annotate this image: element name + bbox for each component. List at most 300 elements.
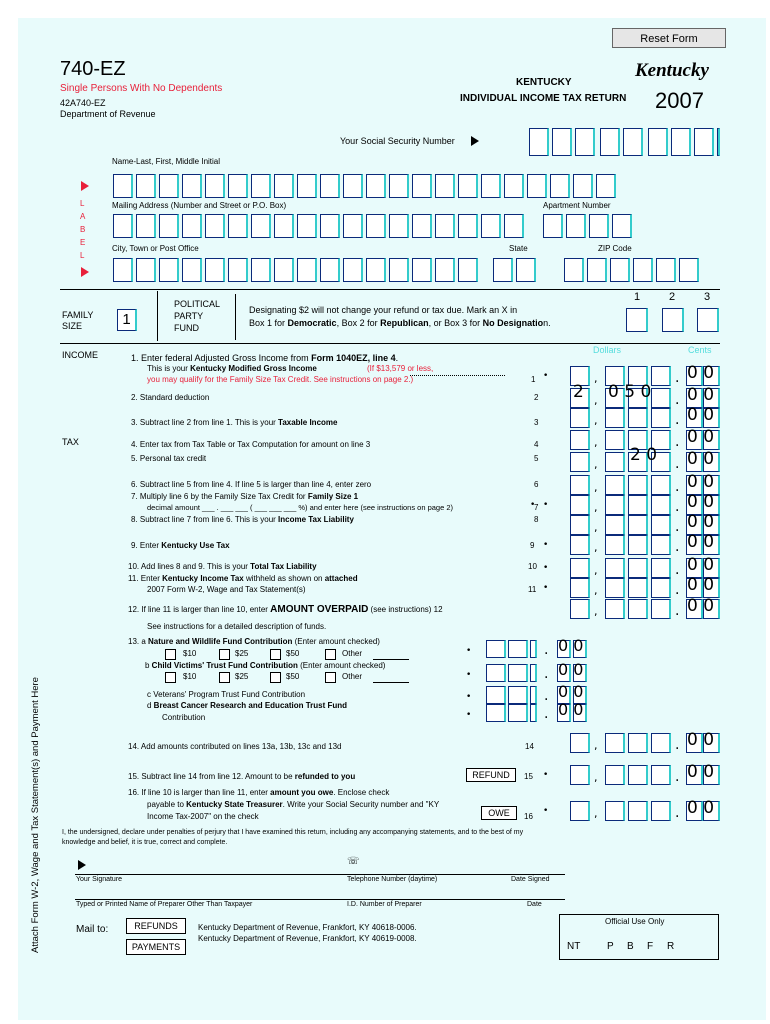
city-char-box[interactable] — [366, 258, 386, 282]
cents-zero: 0 0 — [687, 555, 715, 575]
other-amount-line — [373, 659, 409, 660]
line-7-text — [131, 492, 358, 501]
amount-digit-box[interactable] — [605, 558, 625, 578]
address-char-box[interactable] — [504, 214, 524, 238]
line-1-note: you may qualify for the Family Size Tax Credit. See instructions on page 2.) — [147, 375, 414, 384]
telephone-icon: ☏ — [347, 856, 360, 867]
amount-digit-box[interactable] — [651, 765, 671, 785]
thousands-separator: , — [594, 414, 598, 427]
zip-char-box[interactable] — [633, 258, 653, 282]
line-number: 16 — [524, 812, 533, 821]
decimal-point: . — [675, 479, 680, 495]
party-text: , Box 2 for — [336, 318, 381, 328]
standard-deduction-hundreds: 0 5 0 — [608, 382, 652, 402]
fund-digit-box[interactable] — [508, 704, 528, 722]
thousands-separator: , — [594, 372, 598, 385]
line-text: 15. Subtract line 14 from line 12. Amount to be — [128, 772, 295, 781]
name-char-box[interactable] — [297, 174, 317, 198]
refund-address: Kentucky Department of Revenue, Frankfort, KY 40618-0006. — [198, 923, 417, 932]
amount-digit-box[interactable] — [570, 430, 590, 450]
address-char-box[interactable] — [251, 214, 271, 238]
line-13a-text — [128, 637, 380, 646]
amount-digit-box[interactable] — [628, 599, 648, 619]
amount-digit-box[interactable] — [570, 765, 590, 785]
apartment-char-box[interactable] — [612, 214, 632, 238]
official-code: NT — [567, 941, 581, 952]
address-char-box[interactable] — [320, 214, 340, 238]
divider — [60, 289, 720, 290]
address-char-box[interactable] — [182, 214, 202, 238]
line-text: 10. Add lines 8 and 9. This is your — [128, 562, 251, 571]
line-number: 10 — [528, 562, 537, 571]
decimal-point: . — [675, 370, 680, 386]
name-char-box[interactable] — [527, 174, 547, 198]
line-14-text: 14. Add amounts contributed on lines 13a, 13b, 13c and 13d — [128, 742, 342, 751]
fund-digit-box[interactable] — [508, 686, 528, 704]
funds-note: See instructions for a detailed description of funds. — [147, 622, 327, 631]
line-text-bold: refunded to you — [294, 772, 356, 781]
decimal-point: . — [544, 688, 549, 704]
fund-digit-box[interactable] — [486, 640, 506, 658]
party-text: Box 1 for — [249, 318, 288, 328]
bullet-marker: • — [543, 806, 549, 816]
line-11-text — [128, 574, 358, 583]
decimal-point: . — [675, 769, 680, 785]
ssn-digit-box[interactable] — [717, 128, 720, 156]
amount-digit-box[interactable] — [605, 733, 625, 753]
amount-digit-box[interactable] — [651, 495, 671, 515]
cents-zero: 0 0 — [687, 596, 715, 616]
official-use-label: Official Use Only — [605, 917, 665, 926]
line-text-bold: Taxable Income — [278, 418, 338, 427]
return-title: INDIVIDUAL INCOME TAX RETURN — [460, 93, 627, 104]
party-box-republican[interactable] — [662, 308, 684, 332]
fund-digit-box[interactable] — [530, 686, 537, 704]
address-char-box[interactable] — [435, 214, 455, 238]
cents-header: Cents — [688, 345, 712, 355]
cents-zero: 0 0 — [687, 363, 715, 383]
amount-digit-box[interactable] — [651, 558, 671, 578]
address-char-box[interactable] — [136, 214, 156, 238]
official-code: F — [647, 941, 654, 952]
decimal-point: . — [675, 456, 680, 472]
date-signed-label: Date Signed — [511, 876, 550, 883]
name-char-box[interactable] — [458, 174, 478, 198]
line-16-text — [128, 788, 389, 797]
name-char-box[interactable] — [573, 174, 593, 198]
address-char-box[interactable] — [481, 214, 501, 238]
ssn-label: Your Social Security Number — [340, 136, 455, 146]
leader-dots — [410, 375, 505, 376]
checkbox-13b-25[interactable] — [219, 672, 230, 683]
option-label: $50 — [286, 672, 300, 681]
bullet-marker: • — [466, 710, 472, 720]
address-char-box[interactable] — [205, 214, 225, 238]
ssn-digit-box[interactable] — [623, 128, 643, 156]
dollars-header: Dollars — [593, 345, 622, 355]
line-text: 12. If line 11 is larger than line 10, enter — [128, 605, 271, 614]
owe-label-box: OWE — [481, 806, 517, 820]
amount-digit-box[interactable] — [605, 452, 625, 472]
address-char-box[interactable] — [389, 214, 409, 238]
preparer-line[interactable] — [75, 899, 565, 900]
line-text: b — [145, 661, 152, 670]
family-size-field[interactable]: 1 — [117, 309, 137, 331]
checkbox-13a-50[interactable] — [270, 649, 281, 660]
amount-digit-box[interactable] — [651, 733, 671, 753]
amount-digit-box[interactable] — [628, 515, 648, 535]
thousands-separator: , — [594, 564, 598, 577]
amount-digit-box[interactable] — [605, 475, 625, 495]
decimal-point: . — [544, 642, 549, 658]
label-letter: L — [80, 199, 85, 208]
checkbox-13a-other[interactable] — [325, 649, 336, 660]
line-2-text: 2. Standard deduction — [131, 393, 210, 402]
address-char-box[interactable] — [228, 214, 248, 238]
line-number: 4 — [534, 440, 539, 449]
amount-digit-box[interactable] — [570, 515, 590, 535]
address-char-box[interactable] — [458, 214, 478, 238]
zip-char-box[interactable] — [610, 258, 630, 282]
line-text: . Write your Social Security number and "KY — [282, 800, 440, 809]
address-char-box[interactable] — [297, 214, 317, 238]
name-char-box[interactable] — [504, 174, 524, 198]
amount-digit-box[interactable] — [651, 599, 671, 619]
name-char-box[interactable] — [596, 174, 616, 198]
bullet-marker: • — [543, 770, 549, 780]
amount-digit-box[interactable] — [651, 388, 671, 408]
family-label: FAMILY — [62, 310, 94, 320]
name-char-box[interactable] — [274, 174, 294, 198]
line-text: payable to — [147, 800, 187, 809]
name-char-box[interactable] — [205, 174, 225, 198]
decimal-point: . — [675, 434, 680, 450]
fund-digit-box[interactable] — [530, 704, 537, 722]
fund-digit-box[interactable] — [508, 664, 528, 682]
line-1-note: (If $13,579 or less, — [367, 364, 434, 373]
line-number: 8 — [534, 515, 539, 524]
fund-digit-box[interactable] — [530, 640, 537, 658]
apartment-char-box[interactable] — [566, 214, 586, 238]
name-char-box[interactable] — [435, 174, 455, 198]
amount-digit-box[interactable] — [570, 535, 590, 555]
address-char-box[interactable] — [159, 214, 179, 238]
line-1-text — [131, 353, 398, 363]
party-box-number: 3 — [704, 291, 711, 303]
line-9-text — [131, 541, 230, 550]
thousands-separator: , — [594, 481, 598, 494]
amount-digit-box[interactable] — [628, 578, 648, 598]
amount-digit-box[interactable] — [605, 408, 625, 428]
thousands-separator: , — [594, 541, 598, 554]
decimal-point: . — [675, 737, 680, 753]
declaration: I, the undersigned, declare under penalties of perjury that I have examined this return, including any accompanying statements, and to the best of my — [62, 829, 524, 836]
amount-digit-box[interactable] — [628, 408, 648, 428]
city-char-box[interactable] — [136, 258, 156, 282]
city-char-box[interactable] — [297, 258, 317, 282]
city-char-box[interactable] — [205, 258, 225, 282]
cents-zero: 0 0 — [687, 762, 715, 782]
party-label: POLITICAL — [174, 299, 221, 309]
party-label: PARTY — [174, 311, 204, 321]
ssn-digit-box[interactable] — [648, 128, 668, 156]
line-text: 3. Subtract line 2 from line 1. This is your — [131, 418, 279, 427]
line-text-bold: Kentucky Income Tax — [162, 574, 244, 583]
name-char-box[interactable] — [389, 174, 409, 198]
name-char-box[interactable] — [366, 174, 386, 198]
refund-label-box: REFUND — [466, 768, 516, 782]
arrow-icon — [81, 267, 89, 277]
checkbox-13b-other[interactable] — [325, 672, 336, 683]
payment-address: Kentucky Department of Revenue, Frankfort, KY 40619-0008. — [198, 934, 417, 943]
amount-digit-box[interactable] — [628, 495, 648, 515]
bullet-marker: • — [543, 500, 549, 510]
amount-digit-box[interactable] — [605, 801, 625, 821]
cents-zero: 0 0 — [687, 449, 715, 469]
thousands-separator: , — [594, 807, 598, 820]
amount-digit-box[interactable] — [628, 558, 648, 578]
address-char-box[interactable] — [113, 214, 133, 238]
name-char-box[interactable] — [228, 174, 248, 198]
line-13d-text: Contribution — [162, 713, 206, 722]
fund-digit-box[interactable] — [530, 664, 537, 682]
amount-digit-box[interactable] — [651, 475, 671, 495]
decimal-point: . — [544, 706, 549, 722]
line-16-text: Income Tax-2007" on the check — [147, 812, 259, 821]
reset-form-button[interactable]: Reset Form — [612, 28, 726, 48]
date-label: Date — [527, 901, 542, 908]
family-label: SIZE — [62, 321, 83, 331]
amount-digit-box[interactable] — [605, 599, 625, 619]
thousands-separator: , — [594, 458, 598, 471]
line-text-bold: amount you owe — [270, 788, 334, 797]
city-char-box[interactable] — [389, 258, 409, 282]
city-char-box[interactable] — [274, 258, 294, 282]
amount-digit-box[interactable] — [605, 495, 625, 515]
other-amount-line — [373, 682, 409, 683]
thousands-separator: , — [594, 605, 598, 618]
apartment-char-box[interactable] — [543, 214, 563, 238]
amount-digit-box[interactable] — [651, 515, 671, 535]
city-char-box[interactable] — [343, 258, 363, 282]
line-13c-text: c Veterans' Program Trust Fund Contribution — [147, 690, 306, 699]
department: Department of Revenue — [60, 109, 156, 119]
name-char-box[interactable] — [412, 174, 432, 198]
amount-digit-box[interactable] — [570, 475, 590, 495]
city-char-box[interactable] — [412, 258, 432, 282]
ssn-digit-box[interactable] — [600, 128, 620, 156]
cents-zero: 0 0 — [687, 492, 715, 512]
line-text-bold: Income Tax Liability — [278, 515, 354, 524]
line-13d-text — [147, 701, 347, 710]
thousands-separator: , — [594, 584, 598, 597]
line-number: 9 — [530, 541, 535, 550]
arrow-icon — [471, 136, 479, 146]
bullet-marker: • — [530, 500, 536, 510]
amount-digit-box[interactable] — [570, 599, 590, 619]
line-15-text — [128, 772, 355, 781]
apartment-char-box[interactable] — [589, 214, 609, 238]
amount-digit-box[interactable] — [605, 765, 625, 785]
cents-zero: 0 0 — [687, 405, 715, 425]
ssn-digit-box[interactable] — [552, 128, 572, 156]
option-label: $10 — [183, 672, 197, 681]
line-text-bold: Form 1040EZ, line 4 — [311, 353, 396, 363]
fund-cents-zero: 0 0 — [558, 682, 584, 701]
fund-digit-box[interactable] — [486, 686, 506, 704]
decimal-point: . — [675, 603, 680, 619]
divider — [235, 294, 236, 340]
preparer-label: Typed or Printed Name of Preparer Other Than Taxpayer — [76, 901, 253, 908]
zip-char-box[interactable] — [564, 258, 584, 282]
amount-digit-box[interactable] — [570, 578, 590, 598]
address-char-box[interactable] — [274, 214, 294, 238]
form-subtitle: Single Persons With No Dependents — [60, 83, 223, 94]
amount-digit-box[interactable] — [570, 733, 590, 753]
party-box-democratic[interactable] — [626, 308, 648, 332]
ssn-digit-box[interactable] — [694, 128, 714, 156]
amount-digit-box[interactable] — [651, 801, 671, 821]
party-box-number: 2 — [669, 291, 676, 303]
city-char-box[interactable] — [159, 258, 179, 282]
address-char-box[interactable] — [412, 214, 432, 238]
line-12-text — [128, 604, 443, 615]
city-char-box[interactable] — [228, 258, 248, 282]
line-text-bold: Family Size 1 — [307, 492, 359, 501]
fund-digit-box[interactable] — [486, 704, 506, 722]
payments-box: PAYMENTS — [126, 939, 186, 955]
amount-digit-box[interactable] — [628, 475, 648, 495]
city-char-box[interactable] — [113, 258, 133, 282]
signature-line[interactable] — [75, 874, 565, 875]
amount-digit-box[interactable] — [651, 578, 671, 598]
option-label: $25 — [235, 649, 249, 658]
line-11-text: 2007 Form W-2, Wage and Tax Statement(s) — [147, 585, 306, 594]
amount-digit-box[interactable] — [651, 408, 671, 428]
decimal-point: . — [675, 412, 680, 428]
amount-digit-box[interactable] — [570, 558, 590, 578]
income-section-label: INCOME — [62, 350, 98, 360]
fund-cents-zero: 0 0 — [558, 700, 584, 719]
line-text: This is your — [147, 364, 191, 373]
side-instruction: Attach Form W-2, Wage and Tax Statement(s) and Payment Here — [30, 677, 41, 953]
line-number: 11 — [528, 585, 537, 594]
checkbox-13a-10[interactable] — [165, 649, 176, 660]
name-char-box[interactable] — [113, 174, 133, 198]
thousands-separator: , — [594, 501, 598, 514]
refunds-box: REFUNDS — [126, 918, 186, 934]
address-char-box[interactable] — [366, 214, 386, 238]
line-number: 6 — [534, 480, 539, 489]
city-char-box[interactable] — [251, 258, 271, 282]
ssn-digit-box[interactable] — [671, 128, 691, 156]
cents-zero: 0 0 — [687, 427, 715, 447]
amount-digit-box[interactable] — [605, 535, 625, 555]
thousands-separator: , — [594, 521, 598, 534]
party-box-no-designation[interactable] — [697, 308, 719, 332]
checkbox-13a-25[interactable] — [219, 649, 230, 660]
zip-char-box[interactable] — [679, 258, 699, 282]
line-text: withheld as shown on — [243, 574, 325, 583]
amount-digit-box[interactable] — [605, 578, 625, 598]
fund-cents-zero: 0 0 — [558, 636, 584, 655]
line-5-text: 5. Personal tax credit — [131, 454, 207, 463]
amount-digit-box[interactable] — [570, 452, 590, 472]
name-char-box[interactable] — [320, 174, 340, 198]
state-heading: KENTUCKY — [516, 77, 572, 88]
decimal-point: . — [675, 519, 680, 535]
name-char-box[interactable] — [136, 174, 156, 198]
label-letter: E — [80, 238, 86, 247]
city-char-box[interactable] — [458, 258, 478, 282]
line-16-text — [147, 800, 439, 809]
cents-zero: 0 0 — [687, 575, 715, 595]
amount-digit-box[interactable] — [628, 733, 648, 753]
cents-zero: 0 0 — [687, 385, 715, 405]
cents-zero: 0 0 — [687, 532, 715, 552]
amount-digit-box[interactable] — [570, 495, 590, 515]
address-label: Mailing Address (Number and Street or P.O. Box) — [112, 201, 287, 210]
line-text: 13. a — [128, 637, 149, 646]
city-char-box[interactable] — [435, 258, 455, 282]
checkbox-13b-50[interactable] — [270, 672, 281, 683]
ssn-digit-box[interactable] — [575, 128, 595, 156]
line-4-text: 4. Enter tax from Tax Table or Tax Computation for amount on line 3 — [131, 440, 371, 449]
name-char-box[interactable] — [159, 174, 179, 198]
decimal-point: . — [675, 582, 680, 598]
amount-digit-box[interactable] — [628, 535, 648, 555]
amount-digit-box[interactable] — [651, 366, 671, 386]
amount-digit-box[interactable] — [651, 535, 671, 555]
name-char-box[interactable] — [182, 174, 202, 198]
name-char-box[interactable] — [343, 174, 363, 198]
declaration: knowledge and belief, it is true, correct and complete. — [62, 839, 228, 846]
city-char-box[interactable] — [182, 258, 202, 282]
amount-digit-box[interactable] — [570, 801, 590, 821]
line-text: 16. If line 10 is larger than line 11, enter — [128, 788, 271, 797]
state-char-box[interactable] — [516, 258, 536, 282]
label-letter: L — [80, 251, 85, 260]
apartment-label: Apartment Number — [543, 201, 611, 210]
line-text-bold: attached — [324, 574, 358, 583]
amount-digit-box[interactable] — [605, 430, 625, 450]
cents-zero: 0 0 — [687, 798, 715, 818]
state-char-box[interactable] — [493, 258, 513, 282]
form-code: 42A740-EZ — [60, 98, 106, 108]
ssn-digit-box[interactable] — [529, 128, 549, 156]
checkbox-13b-10[interactable] — [165, 672, 176, 683]
fund-digit-box[interactable] — [508, 640, 528, 658]
amount-digit-box[interactable] — [605, 515, 625, 535]
amount-digit-box[interactable] — [570, 408, 590, 428]
line-number: 2 — [534, 393, 539, 402]
zip-char-box[interactable] — [587, 258, 607, 282]
preparer-id-label: I.D. Number of Preparer — [347, 901, 422, 908]
city-label: City, Town or Post Office — [112, 244, 199, 253]
name-char-box[interactable] — [481, 174, 501, 198]
line-number: 14 — [525, 742, 534, 751]
city-char-box[interactable] — [320, 258, 340, 282]
option-label: $10 — [183, 649, 197, 658]
address-char-box[interactable] — [343, 214, 363, 238]
amount-digit-box[interactable] — [628, 801, 648, 821]
zip-char-box[interactable] — [656, 258, 676, 282]
amount-digit-box[interactable] — [628, 765, 648, 785]
party-no-designation: No Designatio — [482, 318, 544, 328]
name-char-box[interactable] — [550, 174, 570, 198]
fund-digit-box[interactable] — [486, 664, 506, 682]
name-char-box[interactable] — [251, 174, 271, 198]
